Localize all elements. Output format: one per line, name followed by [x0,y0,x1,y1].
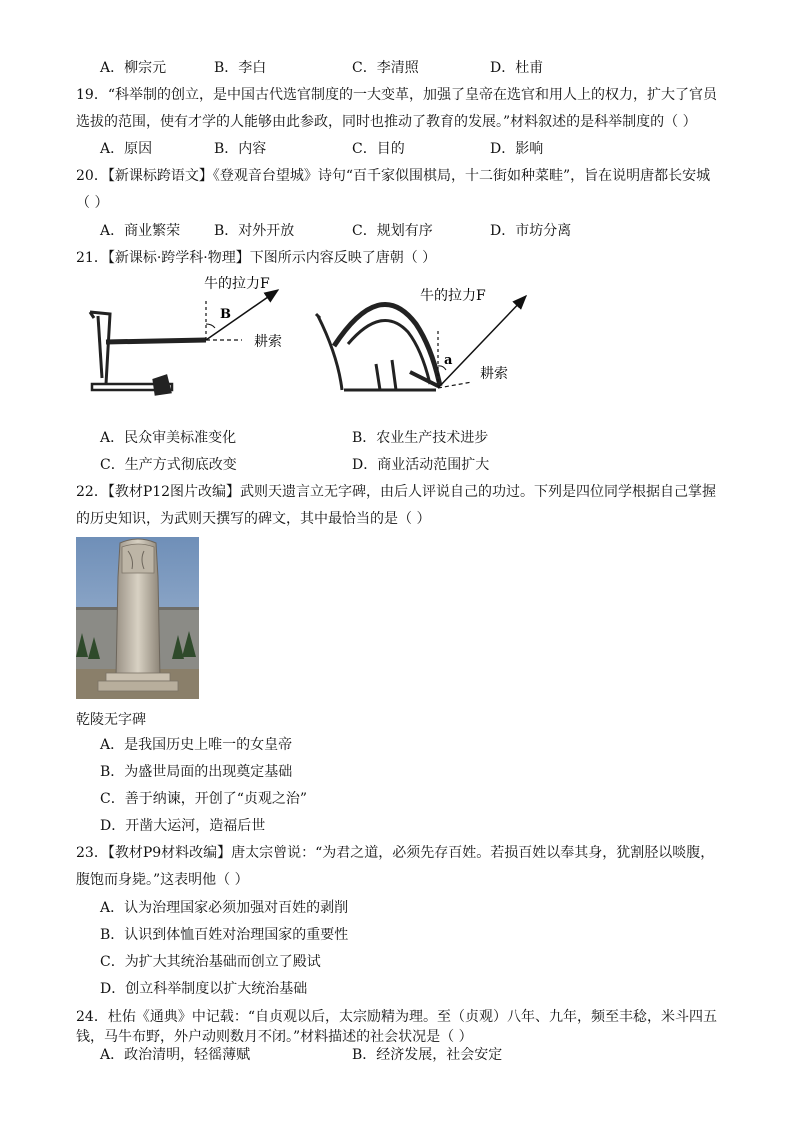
q19-stem-line2: 选拔的范围，使有才学的人能够由此参政，同时也推动了教育的发展。”材料叙述的是科举制度的（ ） [76,114,697,130]
q21-option-b: B．农业生产技术进步 [352,430,489,446]
curved-shaft-plough [316,304,440,390]
q21-option-a: A．民众审美标准变化 [100,430,237,446]
q18-option-c: C．李清照 [352,60,419,76]
q21-stem: 21．【新课标·跨学科·物理】下图所示内容反映了唐朝（ ） [76,250,437,266]
wordless-stele-photo [76,537,199,699]
left-rope-label: 耕索 [254,334,282,350]
q23-option-a: A．认为治理国家必须加强对百姓的剥削 [100,900,349,916]
q24-option-a: A．政治清明，轻徭薄赋 [100,1047,251,1063]
right-force-label: 牛的拉力F [420,288,486,304]
q20-stem-line2: （ ） [76,195,109,211]
q20-option-b: B．对外开放 [214,223,295,239]
q24-stem-line1: 24．杜佑《通典》中记载：“自贞观以后，太宗励精为理。至（贞观）八年、九年，频至丰稔，米斗四五 [76,1009,717,1025]
left-force-label: 牛的拉力F [204,276,270,292]
q19-option-a: A．原因 [100,141,153,157]
q19-option-b: B．内容 [214,141,267,157]
q20-stem-line1: 20．【新课标跨语文】《登观音台望城》诗句“百千家似围棋局，十二街如种菜畦”，旨在说明唐都长安城 [76,168,711,184]
q22-option-a: A．是我国历史上唯一的女皇帝 [100,737,293,753]
q20-option-c: C．规划有序 [352,223,433,239]
q21-option-d: D．商业活动范围扩大 [352,457,490,473]
plough-comparison-figure [80,276,540,412]
q23-option-d: D．创立科举制度以扩大统治基础 [100,981,308,997]
q24-stem-line2: 钱，马牛布野，外户动则数月不闭。”材料描述的社会状况是（ ） [76,1029,473,1045]
q19-option-c: C．目的 [352,141,405,157]
q19-stem-line1: 19．“科举制的创立，是中国古代选官制度的一大变革，加强了皇帝在选官和用人上的权力，扩大了官员 [76,87,717,103]
q23-stem-line2: 腹饱而身毙。”这表明他（ ） [76,872,249,888]
right-angle-label: a [444,353,453,368]
q23-stem-line1: 23．【教材P9材料改编】唐太宗曾说：“为君之道，必须先存百姓。若损百姓以奉其身，犹割胫以啖腹， [76,845,715,861]
q20-option-a: A．商业繁荣 [100,223,181,239]
q22-option-b: B．为盛世局面的出现奠定基础 [100,764,293,780]
q22-stem-line1: 22．【教材P12图片改编】武则天遗言立无字碑，由后人评说自己的功过。下列是四位同学根据自己掌握 [76,484,717,500]
q21-option-c: C．生产方式彻底改变 [100,457,237,473]
q24-option-b: B．经济发展，社会安定 [352,1047,503,1063]
q22-option-d: D．开凿大运河，造福后世 [100,818,266,834]
q22-option-c: C．善于纳谏，开创了“贞观之治” [100,791,308,807]
q19-option-d: D．影响 [490,141,544,157]
stele-caption: 乾陵无字碑 [76,712,146,728]
q18-option-d: D．杜甫 [490,60,544,76]
q20-option-d: D．市坊分离 [490,223,572,239]
q22-stem-line2: 的历史知识，为武则天撰写的碑文，其中最恰当的是（ ） [76,511,431,527]
left-force-diagram [204,276,282,350]
left-angle-label: B [220,307,231,322]
q18-option-b: B．李白 [214,60,267,76]
q23-option-c: C．为扩大其统治基础而创立了殿试 [100,954,321,970]
q23-option-b: B．认识到体恤百姓对治理国家的重要性 [100,927,349,943]
q18-option-a: A．柳宗元 [100,60,167,76]
right-rope-label: 耕索 [480,366,508,382]
straight-shaft-plough [90,312,206,394]
